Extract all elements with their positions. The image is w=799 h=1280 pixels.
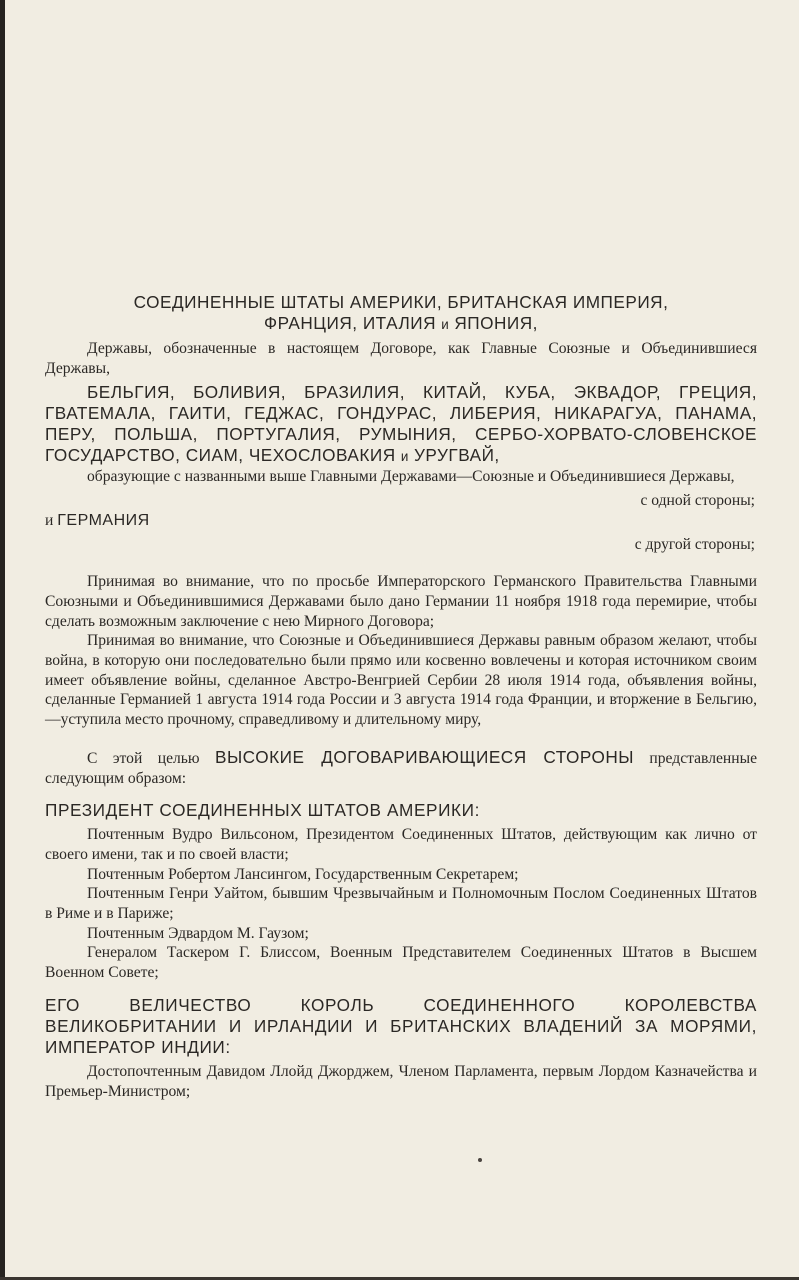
contracting-parties: ВЫСОКИЕ ДОГОВАРИВАЮЩИЕСЯ СТОРОНЫ <box>215 746 634 767</box>
state-uruguay: УРУГВАЙ, <box>413 445 500 466</box>
usa-delegate-house: Почтенным Эдвардом М. Гаузом; <box>87 924 309 942</box>
usa-delegate-white: Почтенным Генри Уайтом, бывшим Чрезвычайным и Полномочным Послом Соединенных Штатов в Риме и в Париже; <box>45 885 757 923</box>
usa-heading: ПРЕЗИДЕНТ СОЕДИНЕННЫХ ШТАТОВ АМЕРИКИ: <box>45 800 480 821</box>
principal-powers-line-1: СОЕДИНЕННЫЕ ШТАТЫ АМЕРИКИ, БРИТАНСКАЯ ИМПЕРИЯ, <box>133 292 669 312</box>
uk-heading: ЕГО ВЕЛИЧЕСТВО КОРОЛЬ СОЕДИНЕННОГО КОРОЛЕВСТВА ВЕЛИКОБРИТАНИИ И ИРЛАНДИИ И БРИТАНСКИХ ВЛАДЕНИЙ ЗА МОРЯМИ, ИМПЕРАТОР ИНДИИ: <box>45 994 757 1057</box>
principal-powers-line-2 <box>45 313 757 335</box>
principal-powers <box>45 292 757 335</box>
conjunction-and: и <box>400 449 409 465</box>
forming-description: образующие с названными выше Главными Державами—Союзные и Объединившиеся Державы, <box>87 468 735 486</box>
purpose-statement <box>45 748 757 788</box>
usa-delegate-lansing: Почтенным Робертом Лансингом, Государственным Секретарем; <box>87 865 519 883</box>
power-japan: ЯПОНИЯ, <box>454 313 538 333</box>
page-speck <box>478 1158 482 1162</box>
principal-powers-description: Державы, обозначенные в настоящем Договоре, как Главные Союзные и Объединившиеся Державы, <box>45 340 757 377</box>
purpose-suffix: представленные следующим образом: <box>45 749 757 787</box>
recital-peace: Принимая во внимание, что Союзные и Объединившиеся Державы равным образом желают, чтобы война, в которую они последовательно были прямо или косвенно вовлечены и которая источником своим имеет объявление войны, сделанное Австро-Венгрией Сербии 28 июля 1914 года, объявления войны, сделанные Германией 1 августа 1914 года России и 3 августа 1914 года Франции, и вторжение в Бельгию,—уступила место прочному, справедливому и длительному миру, <box>45 632 757 729</box>
powers-france-italy: ФРАНЦИЯ, ИТАЛИЯ <box>264 313 437 333</box>
page-binding-edge <box>0 0 5 1280</box>
other-allied-states <box>45 382 757 467</box>
recital-armistice: Принимая во внимание, что по просьбе Императорского Германского Правительства Главными Союзными и Объединившимися Державами было дано Германии 11 ноября 1918 года перемирие, чтобы сделать возможным заключение с нею Мирного Договора; <box>45 573 757 630</box>
conjunction-and: и <box>441 317 450 332</box>
germany-line <box>45 511 757 531</box>
other-states-list: БЕЛЬГИЯ, БОЛИВИЯ, БРАЗИЛИЯ, КИТАЙ, КУБА, ЭКВАДОР, ГРЕЦИЯ, ГВАТЕМАЛА, ГАИТИ, ГЕДЖАС, ГОНДУРАС, ЛИБЕРИЯ, НИКАРАГУА, ПАНАМА, ПЕРУ, ПОЛЬША, ПОРТУГАЛИЯ, РУМЫНИЯ, СЕРБО-ХОРВАТО-СЛОВЕНСКОЕ ГОСУДАРСТВО, СИАМ, ЧЕХОСЛОВАКИЯ <box>45 382 757 466</box>
germany-party: ГЕРМАНИЯ <box>57 511 150 529</box>
uk-delegate-lloyd-george: Достопочтенным Давидом Ллойд Джорджем, Членом Парламента, первым Лордом Казначейства и Премьер-Министром; <box>45 1062 757 1100</box>
other-side-label: с другой стороны; <box>634 535 755 553</box>
usa-delegate-bliss: Генералом Таскером Г. Блиссом, Военным Представителем Соединенных Штатов в Высшем Военном Совете; <box>45 944 757 982</box>
purpose-prefix: С этой целью <box>87 749 200 767</box>
treaty-preamble <box>45 292 757 1101</box>
one-side-label: с одной стороны; <box>640 492 755 510</box>
usa-delegate-wilson: Почтенным Вудро Вильсоном, Президентом Соединенных Штатов, действующим как лично от своего имени, так и по своей власти; <box>45 826 757 863</box>
conjunction-and: и <box>45 511 54 529</box>
